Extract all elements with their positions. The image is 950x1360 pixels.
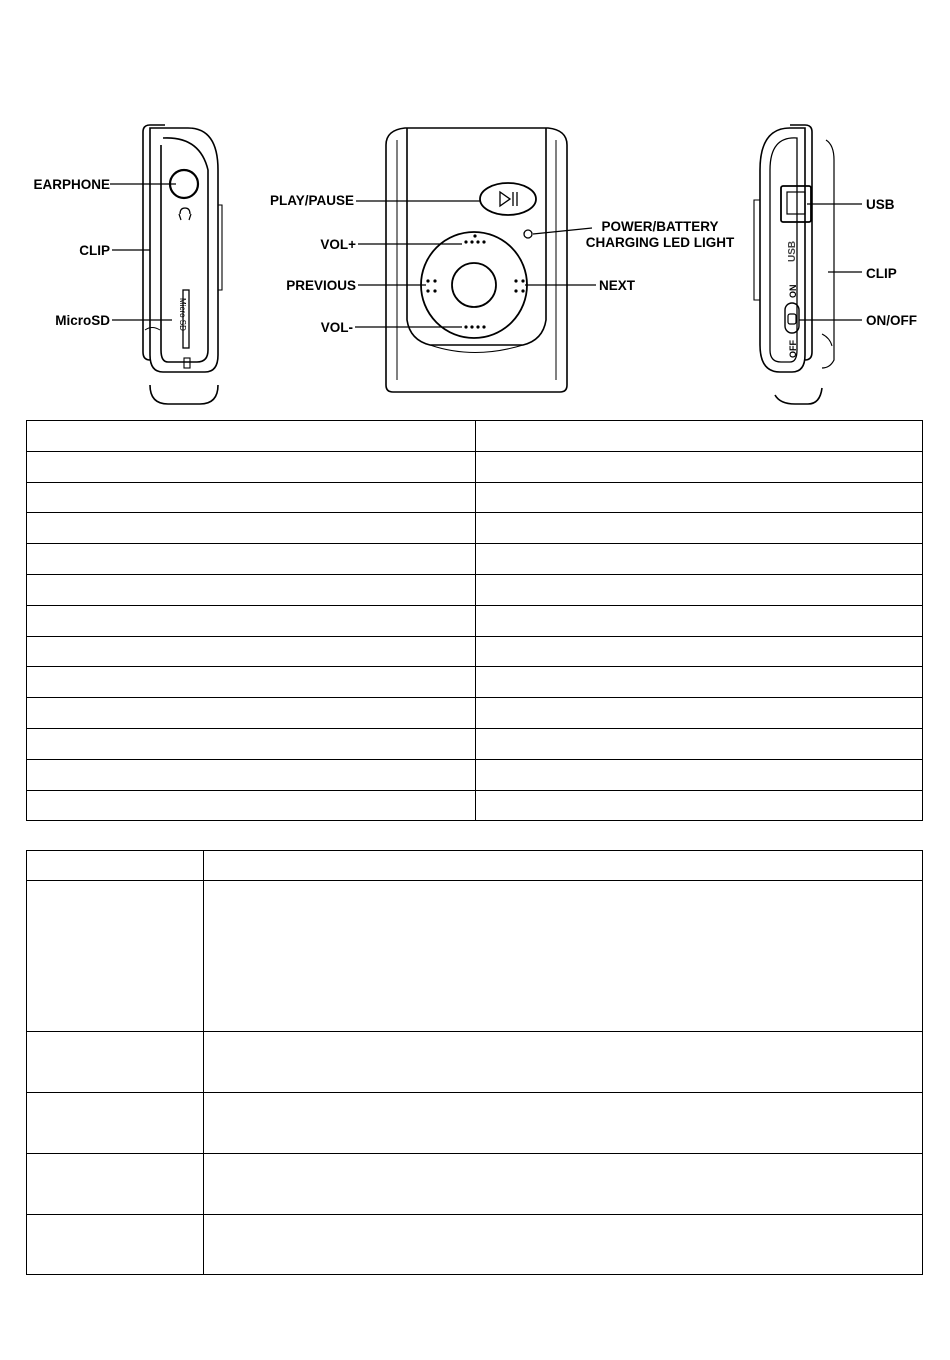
table-cell (476, 759, 923, 790)
table-row (27, 605, 923, 636)
table-cell (476, 421, 923, 452)
table-cell (27, 482, 476, 513)
label-clip-left: CLIP (79, 243, 110, 258)
label-usb: USB (866, 197, 895, 212)
table-cell (27, 1032, 204, 1093)
table-row (27, 759, 923, 790)
table-cell (476, 667, 923, 698)
table-row (27, 1093, 923, 1154)
table-row (27, 421, 923, 452)
table-row (27, 1154, 923, 1215)
table-row (27, 482, 923, 513)
table-cell (204, 851, 923, 881)
table-cell (476, 544, 923, 575)
function-table (26, 850, 923, 1275)
table-row (27, 1032, 923, 1093)
table-cell (204, 1093, 923, 1154)
table-cell (476, 574, 923, 605)
table-cell (27, 1215, 204, 1275)
table-cell (204, 881, 923, 1032)
label-power-led-line1: POWER/BATTERY (601, 219, 719, 234)
table-row (27, 1215, 923, 1275)
parts-table (26, 420, 923, 821)
table-cell (27, 790, 476, 821)
table-cell (27, 667, 476, 698)
table-cell (27, 605, 476, 636)
label-earphone: EARPHONE (33, 177, 110, 192)
table-cell (27, 574, 476, 605)
table-cell (204, 1215, 923, 1275)
table-cell (476, 513, 923, 544)
table-row (27, 513, 923, 544)
label-clip-right: CLIP (866, 266, 897, 281)
table-cell (27, 1154, 204, 1215)
table-cell (27, 728, 476, 759)
parts-table-body (27, 421, 923, 821)
table-row (27, 667, 923, 698)
table-cell (476, 482, 923, 513)
table-cell (27, 1093, 204, 1154)
label-on-off: ON/OFF (866, 313, 917, 328)
label-next: NEXT (599, 278, 636, 293)
device-drawing (0, 0, 950, 415)
label-previous: PREVIOUS (286, 278, 356, 293)
table-cell (27, 759, 476, 790)
table-cell (476, 451, 923, 482)
microsd-slot-text: Micro SD (178, 298, 187, 331)
engraved-on: ON (788, 284, 798, 298)
table-cell (27, 513, 476, 544)
table-cell (476, 605, 923, 636)
table-row (27, 851, 923, 881)
table-row (27, 698, 923, 729)
right-side-view (754, 125, 834, 404)
callout-lines (110, 184, 862, 327)
table-row (27, 636, 923, 667)
label-microsd: MicroSD (55, 313, 110, 328)
device-diagram (0, 0, 950, 415)
table-cell (204, 1032, 923, 1093)
table-cell (27, 421, 476, 452)
label-power-led (580, 219, 740, 251)
engraved-off: OFF (788, 340, 798, 358)
table-row (27, 790, 923, 821)
left-side-view (143, 125, 222, 404)
label-power-led-line2: CHARGING LED LIGHT (585, 235, 735, 250)
function-table-body (27, 851, 923, 1275)
table-cell (27, 451, 476, 482)
label-play-pause: PLAY/PAUSE (269, 193, 354, 208)
table-row (27, 544, 923, 575)
engraved-usb: USB (787, 240, 798, 262)
table-cell (27, 851, 204, 881)
table-cell (476, 790, 923, 821)
table-cell (476, 636, 923, 667)
table-cell (27, 698, 476, 729)
table-cell (27, 544, 476, 575)
label-vol-down: VOL- (320, 320, 353, 335)
label-vol-up: VOL+ (320, 237, 356, 252)
table-cell (476, 698, 923, 729)
table-cell (27, 881, 204, 1032)
table-cell (27, 636, 476, 667)
table-cell (204, 1154, 923, 1215)
table-row (27, 728, 923, 759)
table-cell (476, 728, 923, 759)
table-row (27, 574, 923, 605)
front-view (386, 128, 567, 392)
table-row (27, 881, 923, 1032)
table-row (27, 451, 923, 482)
